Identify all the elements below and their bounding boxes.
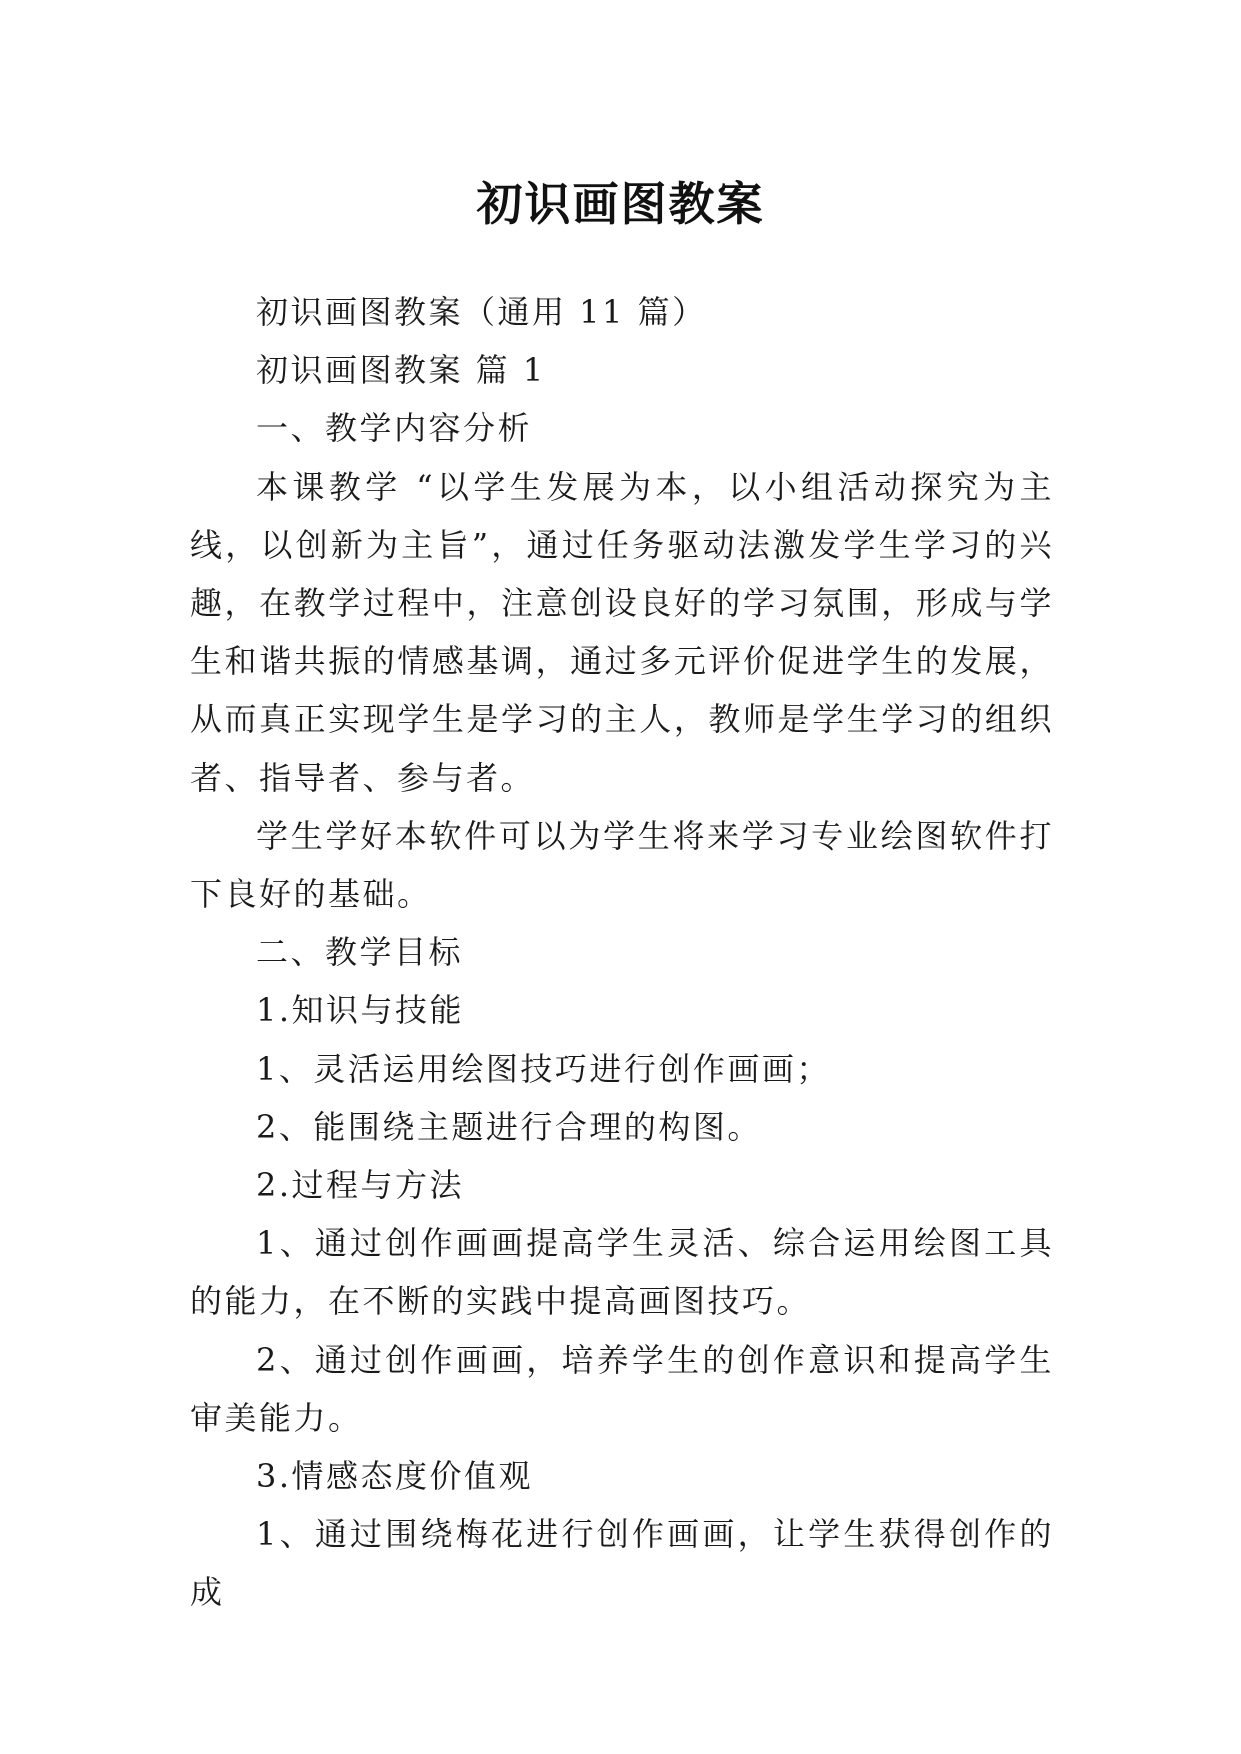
paragraph-subheading-values: 3.情感态度价值观 <box>256 1457 534 1496</box>
paragraph-list-item: 1、通过创作画画提高学生灵活、综合运用绘图工具的能力，在不断的实践中提高画图技巧。 <box>190 1224 1054 1321</box>
paragraph-subheading-process-method: 2.过程与方法 <box>256 1166 465 1205</box>
paragraph-subheading-knowledge-skills: 1.知识与技能 <box>256 991 465 1030</box>
paragraph-heading-content-analysis: 一、教学内容分析 <box>256 409 533 448</box>
paragraph-list-item: 2、能围绕主题进行合理的构图。 <box>256 1107 762 1146</box>
document-title: 初识画图教案 <box>476 176 765 231</box>
paragraph-list-item: 2、通过创作画画，培养学生的创作意识和提高学生审美能力。 <box>190 1340 1054 1437</box>
paragraph-list-item: 1、通过围绕梅花进行创作画画，让学生获得创作的成 <box>190 1515 1054 1612</box>
paragraph-list-item: 1、灵活运用绘图技巧进行创作画画； <box>256 1049 831 1088</box>
paragraph-section-heading: 初识画图教案 篇 1 <box>256 351 546 390</box>
paragraph-body-text: 学生学好本软件可以为学生将来学习专业绘图软件打下良好的基础。 <box>190 816 1054 914</box>
paragraph-heading-teaching-goals: 二、教学目标 <box>256 933 464 972</box>
document-body <box>190 283 1054 1622</box>
paragraph-collection-title: 初识画图教案（通用 11 篇） <box>256 293 707 331</box>
paragraph-body-text: 本课教学 “以学生发展为本，以小组活动探究为主线，以创新为主旨”，通过任务驱动法激发学生学习的兴趣，在教学过程中，注意创设良好的学习氛围，形成与学生和谐共振的情感基调，通过多元评价促进学生的发展，从而真正实现学生是学习的主人，教师是学生学习的组织者、指导者、参与者。 <box>190 467 1054 797</box>
